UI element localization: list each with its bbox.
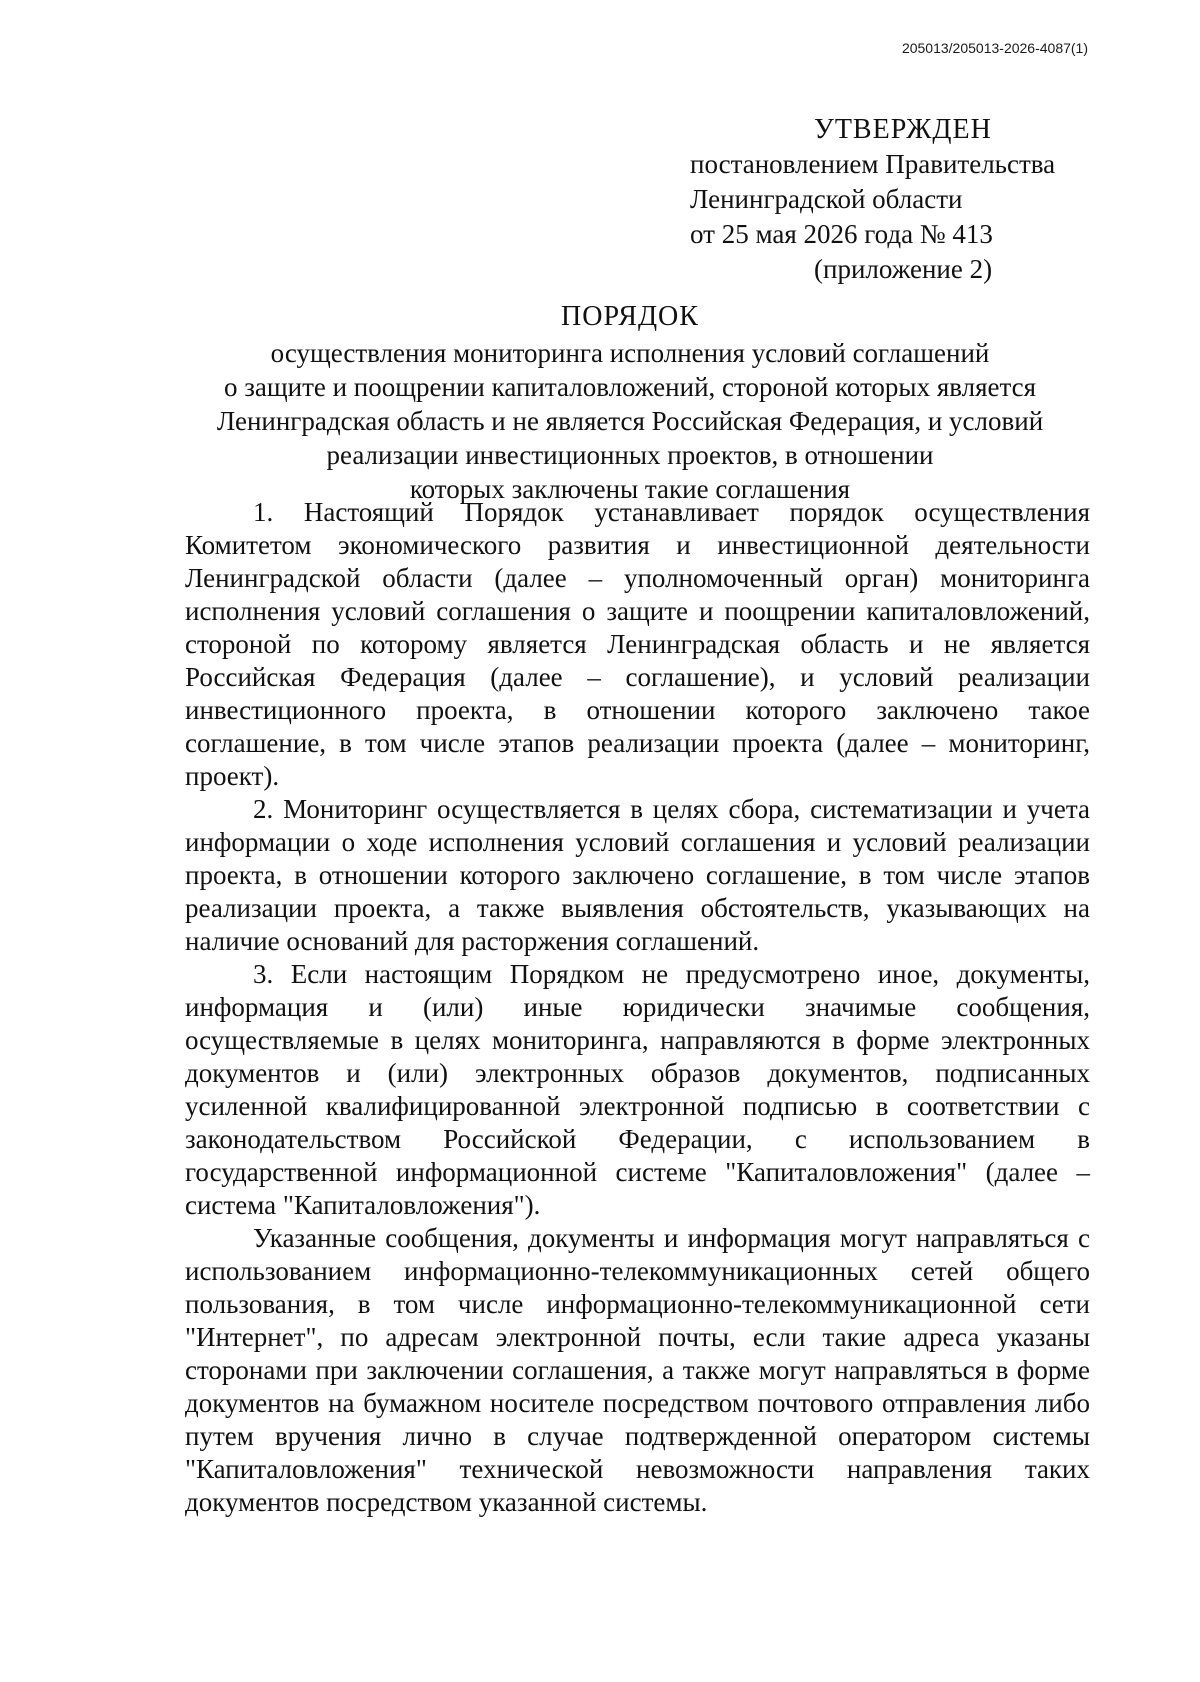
document-title: ПОРЯДОК xyxy=(561,301,699,332)
paragraph-3: 3. Если настоящим Порядком не предусмотрено иное, документы, информация и (или) иные юридически значимые сообщения, осуществляемые в целях мониторинга, направляются в форме электронных документов и (или) электронных образов документов, подписанных усиленной квалифицированной электронной подписью в соответствии с законодательством Российской Федерации, с использованием в государственной информационной системе "Капиталовложения" (далее – система "Капиталовложения"). xyxy=(185,959,1090,1220)
approval-stamp-block xyxy=(690,112,1055,287)
document-title-block xyxy=(180,300,1080,506)
document-subtitle-line: реализации инвестиционных проектов, в отношении xyxy=(326,440,934,470)
paragraph-2: 2. Мониторинг осуществляется в целях сбора, систематизации и учета информации о ходе исполнения условий соглашения и условий реализации проекта, в отношении которого заключено соглашение, в том числе этапов реализации проекта, а также выявления обстоятельств, указывающих на наличие оснований для расторжения соглашений. xyxy=(185,794,1090,956)
document-subtitle-line: которых заключены такие соглашения xyxy=(409,474,851,504)
document-subtitle-line: осуществления мониторинга исполнения условий соглашений xyxy=(270,338,990,368)
document-registration-number: 205013/205013-2026-4087(1) xyxy=(901,40,1088,56)
document-subtitle-line: Ленинградская область и не является Российская Федерация, и условий xyxy=(216,406,1044,436)
approval-resolution-line: постановлением Правительства xyxy=(690,149,1056,179)
approval-date-number-line: от 25 мая 2026 года № 413 xyxy=(690,219,993,249)
approval-appendix-line: (приложение 2) xyxy=(814,254,993,284)
approval-heading: УТВЕРЖДЕН xyxy=(814,114,992,145)
document-subtitle-line: о защите и поощрении капиталовложений, стороной которых является xyxy=(223,372,1037,402)
approval-region-line: Ленинградской области xyxy=(690,184,963,214)
document-body xyxy=(185,496,1090,1519)
paragraph-1: 1. Настоящий Порядок устанавливает порядок осуществления Комитетом экономического развития и инвестиционной деятельности Ленинградской области (далее – уполномоченный орган) мониторинга исполнения условий соглашения о защите и поощрении капиталовложений, стороной по которому является Ленинградская область и не является Российская Федерация (далее – соглашение), и условий реализации инвестиционного проекта, в отношении которого заключено такое соглашение, в том числе этапов реализации проекта (далее – мониторинг, проект). xyxy=(185,497,1090,791)
paragraph-3-continuation: Указанные сообщения, документы и информация могут направляться с использованием информационно-телекоммуникационных сетей общего пользования, в том числе информационно-телекоммуникационной сети "Интернет", по адресам электронной почты, если такие адреса указаны сторонами при заключении соглашения, а также могут направляться в форме документов на бумажном носителе посредством почтового отправления либо путем вручения лично в случае подтвержденной оператором системы "Капиталовложения" технической невозможности направления таких документов посредством указанной системы. xyxy=(185,1223,1090,1517)
